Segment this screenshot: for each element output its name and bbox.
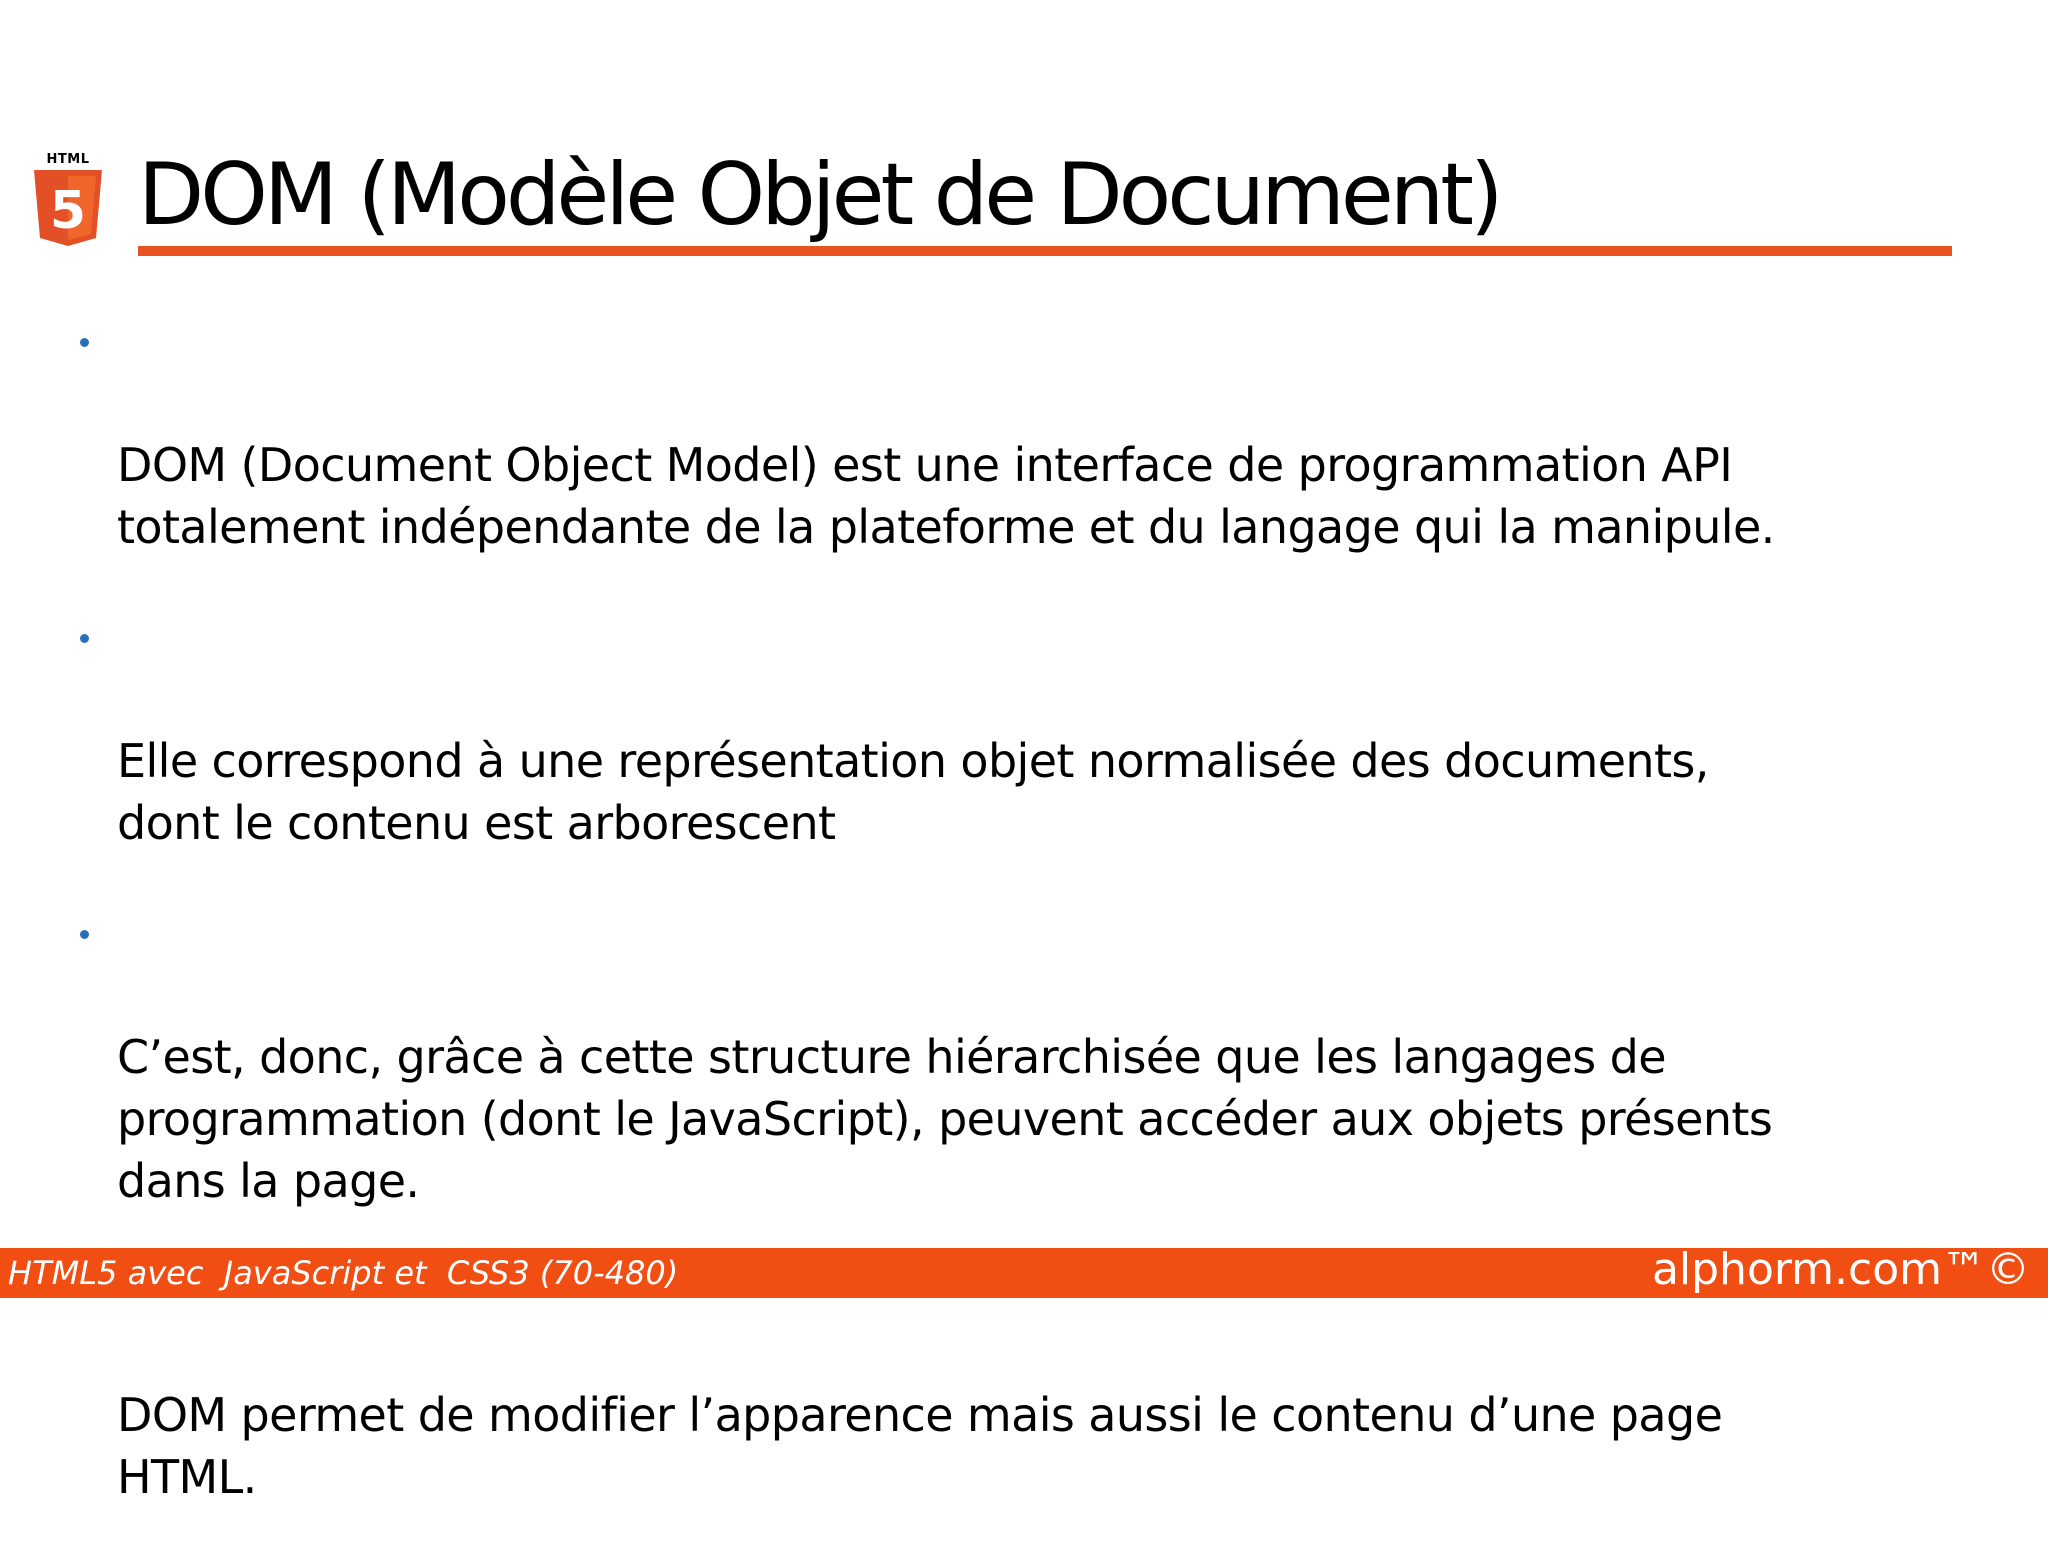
bullet-item [72, 902, 1992, 1212]
bullet-list [72, 310, 1992, 1556]
bullet-text: Elle correspond à une représentation objet normalisée des documents, dont le contenu est arborescent [117, 734, 1709, 850]
bullet-text: C’est, donc, grâce à cette structure hiérarchisée que les langages de programmation (dont le JavaScript), peuvent accéder aux objets présents dans la page. [117, 1030, 1773, 1208]
footer-bar [0, 1244, 2048, 1298]
slide-title: DOM (Modèle Objet de Document) [138, 145, 1500, 245]
html5-logo-label: HTML [46, 152, 90, 167]
html5-logo-digit: 5 [49, 181, 87, 241]
footer-brand: alphorm.com™© [1651, 1244, 2030, 1295]
bullet-icon [80, 338, 89, 347]
title-underline [138, 246, 1952, 256]
bullet-icon [80, 930, 89, 939]
bullet-icon [80, 634, 89, 643]
html5-logo [34, 152, 102, 248]
bullet-text: DOM permet de modifier l’apparence mais aussi le contenu d’une page HTML. [117, 1388, 1723, 1504]
html5-shield-icon [34, 170, 102, 246]
bullet-item [72, 606, 1992, 854]
footer-course-title: HTML5 avec JavaScript et CSS3 (70-480) [8, 1254, 679, 1292]
bullet-text: DOM (Document Object Model) est une interface de programmation API totalement indépendante de la plateforme et du langage qui la manipule. [117, 438, 1775, 554]
bullet-item [72, 310, 1992, 558]
